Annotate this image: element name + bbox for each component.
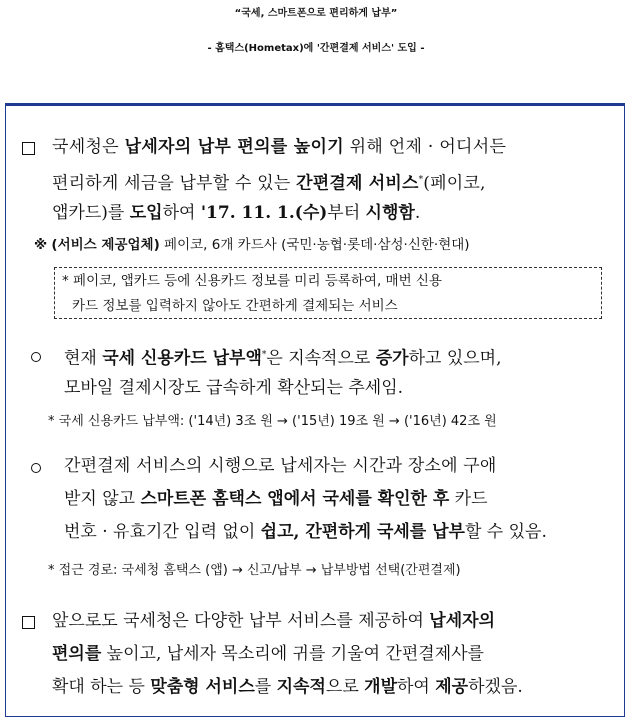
card-payment-note: * 국세 신용카드 납부액: ('14년) 3조 원 → ('15년) 19조 원 → ('16년) 42조 원 (48, 414, 497, 429)
p1-line-1: 국세청은 납세자의 납부 편의를 높이기 위해 언제 · 어디서든 (52, 137, 507, 157)
p3-line-1: 간편결제 서비스의 시행으로 납세자는 시간과 장소에 구애 (64, 456, 497, 476)
page-title: “국세, 스마트폰으로 편리하게 납부” (234, 8, 398, 19)
p4-line-2: 편의를 높이고, 납세자 목소리에 귀를 기울여 간편결제사를 (52, 644, 484, 664)
p2-line-2: 모바일 결제시장도 급속하게 확산되는 추세임. (64, 378, 404, 398)
p1-line-2: 편리하게 세금을 납부할 수 있는 간편결제 서비스*(페이코, (52, 173, 486, 194)
p1-line-3: 앱카드)를 도입하여 '17. 11. 1.(수)부터 시행함. (52, 203, 421, 223)
p3-line-2: 받지 않고 스마트폰 홈택스 앱에서 국세를 확인한 후 카드 (64, 489, 488, 509)
access-path-note: * 접근 경로: 국세청 홈택스 (앱) → 신고/납부 → 납부방법 선택(간편결제) (48, 563, 461, 578)
circle-bullet-icon (31, 352, 41, 362)
p4-line-1: 앞으로도 국세청은 다양한 납부 서비스를 제공하여 납세자의 (52, 611, 495, 631)
service-provider-note: ※ (서비스 제공업체) 페이코, 6개 카드사 (국민·농협·롯데·삼성·신한·현대) (34, 237, 470, 253)
square-bullet-icon (22, 616, 35, 629)
definition-line-2: 카드 정보를 입력하지 않아도 간편하게 결제되는 서비스 (72, 298, 398, 314)
square-bullet-icon (22, 142, 35, 155)
page-subtitle: - 홈택스(Hometax)에 '간편결제 서비스' 도입 - (207, 43, 425, 54)
definition-line-1: * 페이코, 앱카드 등에 신용카드 정보를 미리 등록하여, 매번 신용 (62, 273, 442, 289)
p4-line-3: 확대 하는 등 맞춤형 서비스를 지속적으로 개발하여 제공하겠음. (52, 677, 523, 697)
circle-bullet-icon (31, 463, 41, 473)
p2-line-1: 현재 국세 신용카드 납부액*은 지속적으로 증가하고 있으며, (64, 348, 502, 369)
p3-line-3: 번호 · 유효기간 입력 없이 쉽고, 간편하게 국세를 납부할 수 있음. (64, 522, 547, 542)
